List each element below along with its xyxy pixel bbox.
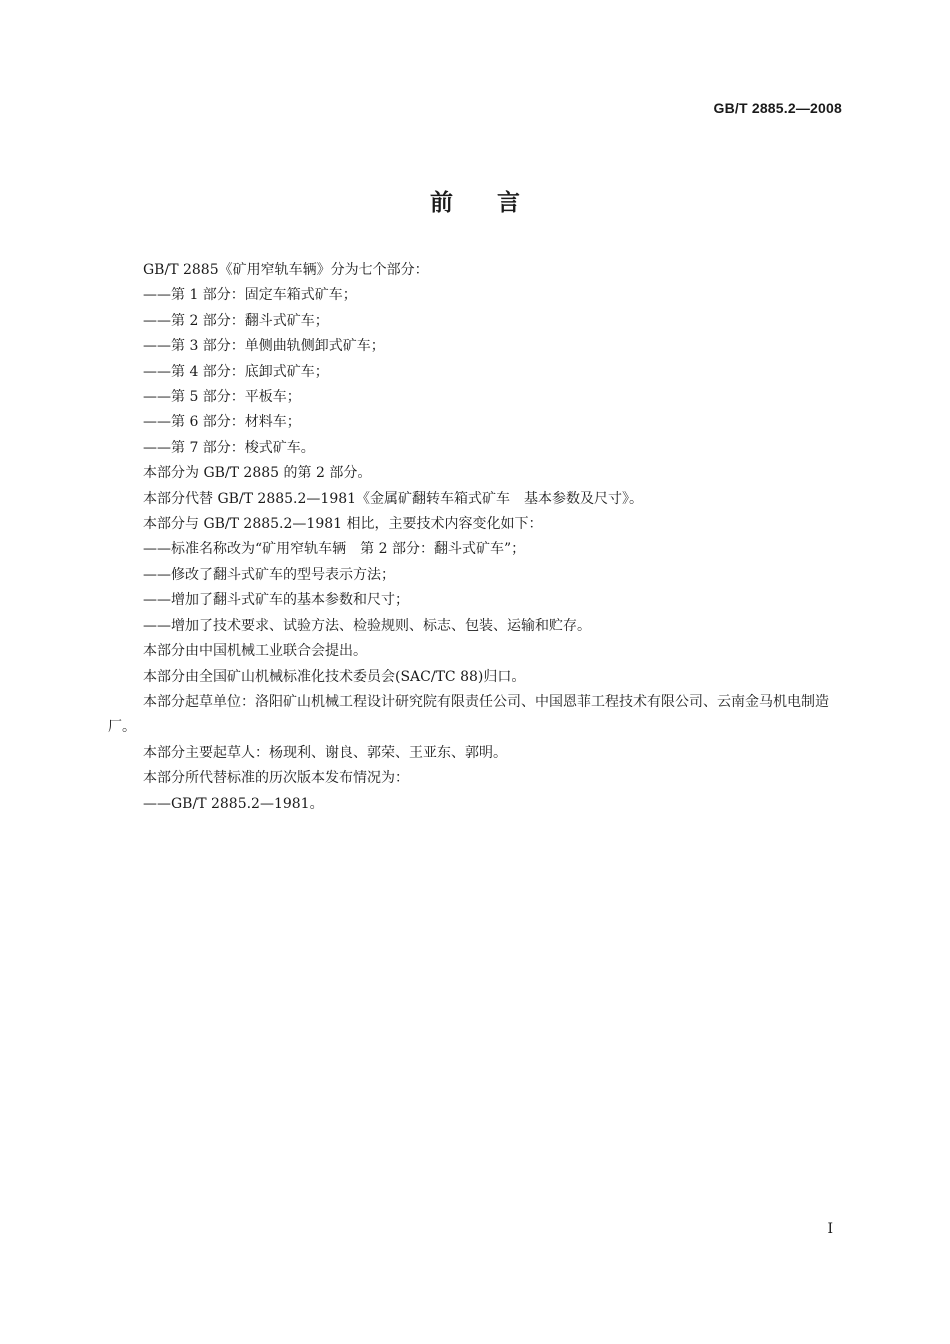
list-item: ——第 7 部分：梭式矿车。 bbox=[143, 439, 315, 456]
paragraph: 本部分所代替标准的历次版本发布情况为： bbox=[143, 770, 409, 787]
paragraph: GB/T 2885《矿用窄轨车辆》分为七个部分： bbox=[143, 262, 429, 278]
list-item: ——第 3 部分：单侧曲轨侧卸式矿车； bbox=[143, 338, 385, 355]
list-item: ——增加了翻斗式矿车的基本参数和尺寸； bbox=[143, 592, 409, 609]
paragraph: 本部分代替 GB/T 2885.2—1981《金属矿翻转车箱式矿车 基本参数及尺寸》。 bbox=[143, 490, 644, 507]
foreword-body bbox=[108, 258, 844, 817]
paragraph: 本部分主要起草人：杨现利、谢良、郭荣、王亚东、郭明。 bbox=[143, 744, 507, 761]
paragraph: 本部分为 GB/T 2885 的第 2 部分。 bbox=[143, 465, 372, 482]
paragraph: 本部分起草单位：洛阳矿山机械工程设计研究院有限责任公司、中国恩菲工程技术有限公司、云南金马机电制造厂。 bbox=[108, 693, 829, 736]
page-title: 前言 bbox=[430, 190, 564, 216]
list-item: ——第 4 部分：底卸式矿车； bbox=[143, 363, 329, 380]
list-item: ——增加了技术要求、试验方法、检验规则、标志、包装、运输和贮存。 bbox=[143, 617, 591, 634]
paragraph: 本部分由全国矿山机械标准化技术委员会(SAC/TC 88)归口。 bbox=[143, 668, 526, 685]
list-item: ——GB/T 2885.2—1981。 bbox=[143, 795, 324, 812]
list-item: ——第 2 部分：翻斗式矿车； bbox=[143, 312, 329, 329]
list-item: ——第 6 部分：材料车； bbox=[143, 414, 301, 431]
list-item: ——标准名称改为“矿用窄轨车辆 第 2 部分：翻斗式矿车”； bbox=[143, 541, 526, 558]
paragraph: 本部分与 GB/T 2885.2—1981 相比，主要技术内容变化如下： bbox=[143, 516, 543, 533]
paragraph: 本部分由中国机械工业联合会提出。 bbox=[143, 643, 367, 660]
list-item: ——第 5 部分：平板车； bbox=[143, 389, 301, 406]
list-item: ——第 1 部分：固定车箱式矿车； bbox=[143, 287, 357, 304]
standard-number: GB/T 2885.2—2008 bbox=[713, 100, 842, 116]
list-item: ——修改了翻斗式矿车的型号表示方法； bbox=[143, 566, 395, 583]
page-number: I bbox=[827, 1221, 833, 1237]
